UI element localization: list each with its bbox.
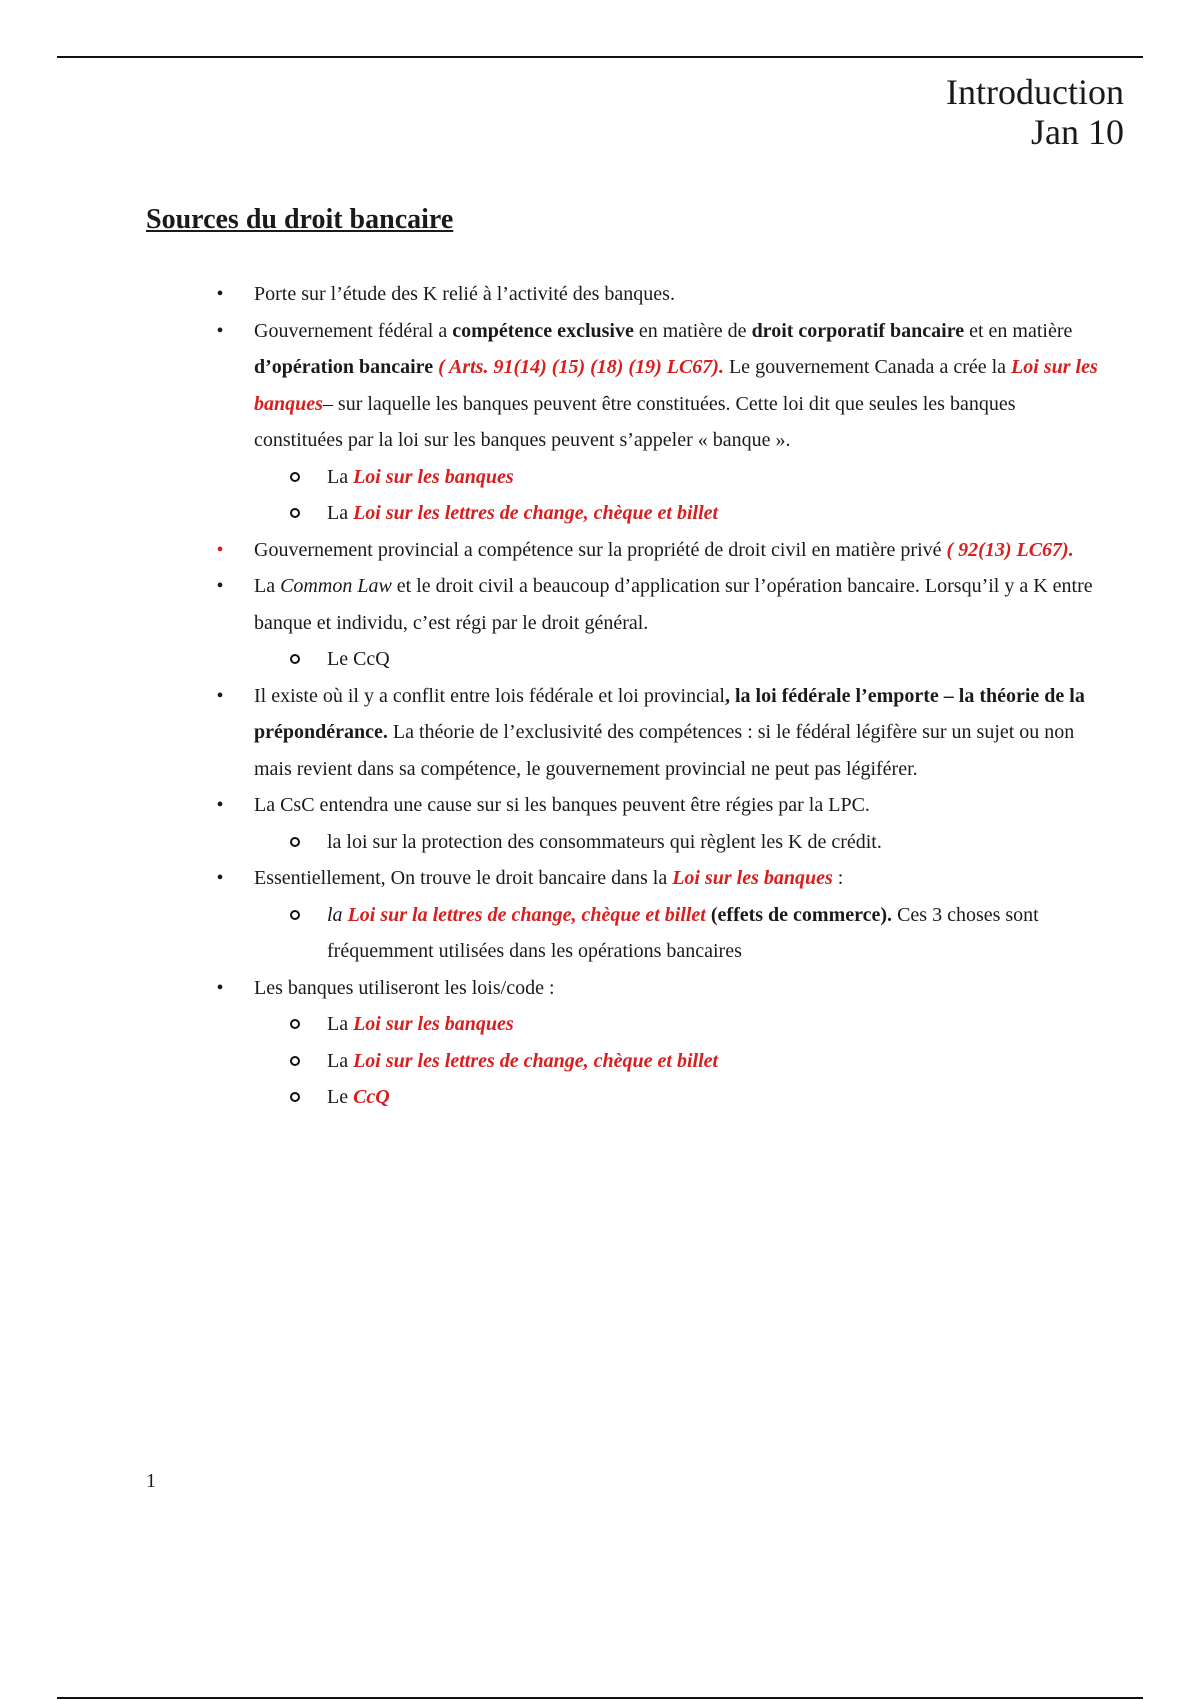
sub-list	[254, 897, 1100, 970]
list-item: • Les banques utiliseront les lois/code : La Loi sur les banques La Loi sur les lettres de change, chèque et billet Le CcQ	[215, 970, 1100, 1116]
circle-bullet-icon	[290, 1056, 300, 1066]
page-number: 1	[146, 1470, 156, 1492]
circle-bullet-icon	[290, 1092, 300, 1102]
bullet-icon: •	[216, 575, 224, 597]
sub-list-item: La Loi sur les lettres de change, chèque et billet	[215, 1043, 1100, 1080]
bullet-list	[215, 276, 1100, 1116]
sub-list-item: La Loi sur les banques	[215, 1006, 1100, 1043]
sub-list-item: Le CcQ	[215, 641, 1100, 678]
list-item: • Essentiellement, On trouve le droit bancaire dans la Loi sur les banques : la Loi sur la lettres de change, chèque et billet (effets de commerce). Ces 3 choses sont fréquemment utilisées dans les opérations bancaires	[215, 860, 1100, 970]
circle-bullet-icon	[290, 1019, 300, 1029]
bullet-icon: •	[216, 794, 224, 816]
circle-bullet-icon	[290, 508, 300, 518]
list-item: • La Common Law et le droit civil a beaucoup d’application sur l’opération bancaire. Lorsqu’il y a K entre banque et individu, c’est régi par le droit général. Le CcQ	[215, 568, 1100, 678]
circle-bullet-icon	[290, 837, 300, 847]
sub-list	[254, 1006, 1100, 1116]
list-item: • Porte sur l’étude des K relié à l’activité des banques.	[215, 276, 1100, 313]
sub-list	[254, 824, 1100, 861]
sub-list-item: La Loi sur les banques	[215, 459, 1100, 496]
circle-bullet-icon	[290, 910, 300, 920]
bullet-icon: •	[216, 976, 224, 999]
bullet-icon: •	[216, 283, 224, 305]
sub-list-item: Le CcQ	[215, 1079, 1100, 1116]
list-item: • Gouvernement provincial a compétence sur la propriété de droit civil en matière privé ( 92(13) LC67).	[215, 532, 1100, 569]
notes-body	[215, 276, 1100, 1116]
circle-bullet-icon	[290, 472, 300, 482]
bullet-icon: •	[216, 538, 224, 561]
page-title: Sources du droit bancaire	[146, 204, 454, 235]
sub-list	[254, 641, 1100, 678]
list-item: • Gouvernement fédéral a compétence exclusive en matière de droit corporatif bancaire et en matière d’opération bancaire ( Arts. 91(14) (15) (18) (19) LC67). Le gouvernement Canada a crée la Loi sur les banques– sur laquelle les banques peuvent être constituées. Cette loi dit que seules les banques constituées par la loi sur les banques peuvent s’appeler « banque ». La Loi sur les banques La Loi sur les lettres de change, chèque et billet	[215, 313, 1100, 532]
sub-list-item: la loi sur la protection des consommateurs qui règlent les K de crédit.	[215, 824, 1100, 861]
bullet-icon: •	[216, 319, 224, 342]
header-section: Introduction	[946, 72, 1124, 112]
sub-list	[254, 459, 1100, 532]
list-item: • La CsC entendra une cause sur si les banques peuvent être régies par la LPC. la loi sur la protection des consommateurs qui règlent les K de crédit.	[215, 787, 1100, 860]
header-date: Jan 10	[1031, 112, 1124, 152]
page-header	[946, 72, 1124, 152]
list-item: • Il existe où il y a conflit entre lois fédérale et loi provincial, la loi fédérale l’emporte – la théorie de la prépondérance. La théorie de l’exclusivité des compétences : si le fédéral légifère sur un sujet ou non mais revient dans sa compétence, le gouvernement provincial ne peut pas légiférer.	[215, 678, 1100, 788]
sub-list-item: la Loi sur la lettres de change, chèque et billet (effets de commerce). Ces 3 choses sont fréquemment utilisées dans les opérations bancaires	[215, 897, 1100, 970]
bullet-icon: •	[216, 684, 224, 707]
top-rule	[57, 56, 1143, 58]
sub-list-item: La Loi sur les lettres de change, chèque et billet	[215, 495, 1100, 532]
bottom-rule	[57, 1697, 1143, 1699]
circle-bullet-icon	[290, 654, 300, 664]
bullet-icon: •	[216, 867, 224, 889]
